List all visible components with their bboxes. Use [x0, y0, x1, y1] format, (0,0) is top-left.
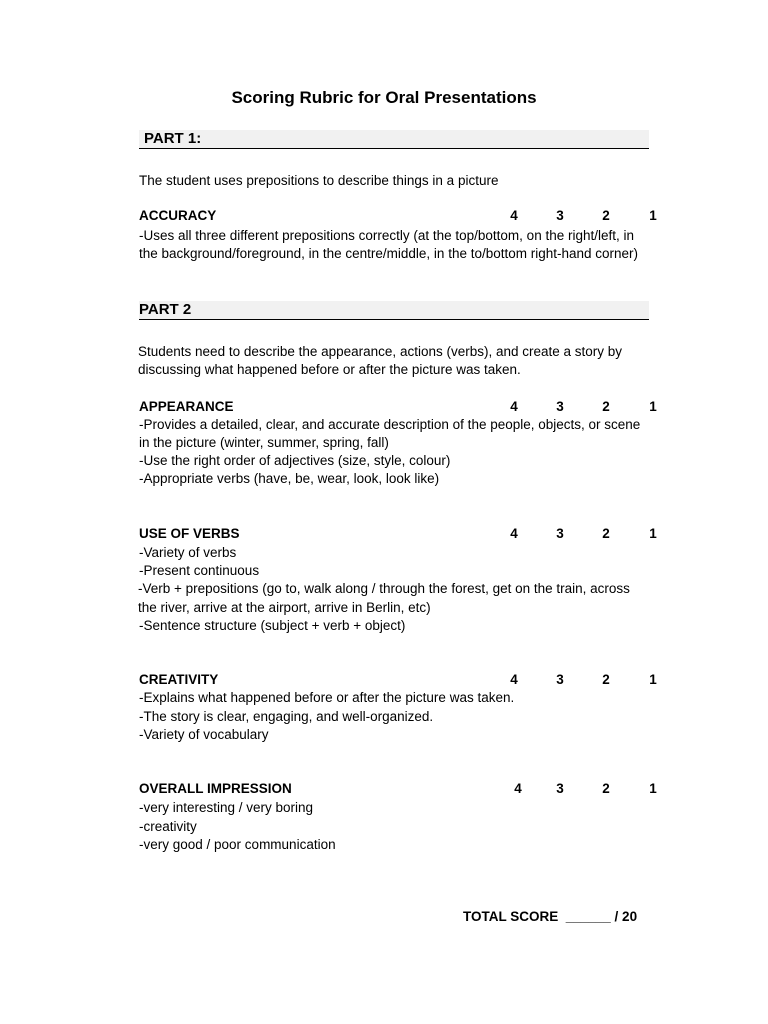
part1-header-label: PART 1: — [144, 130, 202, 147]
criterion-use-of-verbs-name: USE OF VERBS — [139, 526, 240, 541]
overall-line: -very interesting / very boring — [139, 800, 314, 815]
part2-intro-line: Students need to describe the appearance, actions (verbs), and create a story by — [138, 344, 623, 359]
appearance-line: -Use the right order of adjectives (size, style, colour) — [139, 453, 451, 468]
criterion-overall-impression-name: OVERALL IMPRESSION — [139, 781, 292, 796]
verbs-score-1: 1 — [649, 526, 657, 541]
creativity-line: -Variety of vocabulary — [139, 727, 269, 742]
accuracy-score-2: 2 — [602, 208, 610, 223]
verbs-line: -Present continuous — [139, 563, 260, 578]
appearance-line: in the picture (winter, summer, spring, fall) — [139, 435, 389, 450]
criterion-accuracy-name: ACCURACY — [139, 208, 217, 223]
creativity-line: -Explains what happened before or after the picture was taken. — [139, 690, 515, 705]
verbs-line: the river, arrive at the airport, arrive in Berlin, etc) — [138, 600, 431, 615]
criterion-creativity-name: CREATIVITY — [139, 672, 219, 687]
verbs-score-3: 3 — [556, 526, 564, 541]
appearance-score-3: 3 — [556, 399, 564, 414]
creativity-score-4: 4 — [510, 672, 518, 687]
appearance-line: -Appropriate verbs (have, be, wear, look, look like) — [139, 471, 440, 486]
creativity-score-1: 1 — [649, 672, 657, 687]
total-score: TOTAL SCORE ______ / 20 — [463, 909, 638, 924]
appearance-score-1: 1 — [649, 399, 657, 414]
part2-intro-line: discussing what happened before or after the picture was taken. — [138, 362, 521, 377]
accuracy-score-3: 3 — [556, 208, 564, 223]
accuracy-score-4: 4 — [510, 208, 518, 223]
overall-line: -creativity — [139, 819, 197, 834]
verbs-line: -Sentence structure (subject + verb + object) — [139, 618, 406, 633]
verbs-score-4: 4 — [510, 526, 518, 541]
overall-score-4: 4 — [514, 781, 522, 796]
criterion-appearance-name: APPEARANCE — [139, 399, 234, 414]
accuracy-score-1: 1 — [649, 208, 657, 223]
verbs-score-2: 2 — [602, 526, 610, 541]
part2-header-label: PART 2 — [139, 301, 192, 318]
overall-line: -very good / poor communication — [139, 837, 336, 852]
accuracy-line: the background/foreground, in the centre/middle, in the to/bottom right-hand corner) — [139, 246, 639, 261]
creativity-score-2: 2 — [602, 672, 610, 687]
appearance-score-2: 2 — [602, 399, 610, 414]
part1-header — [139, 130, 649, 149]
appearance-line: -Provides a detailed, clear, and accurate description of the people, objects, or scene — [139, 417, 641, 432]
document-title: Scoring Rubric for Oral Presentations — [231, 88, 537, 107]
part1-intro: The student uses prepositions to describe things in a picture — [139, 173, 499, 188]
creativity-line: -The story is clear, engaging, and well-organized. — [139, 709, 434, 724]
accuracy-line: -Uses all three different prepositions correctly (at the top/bottom, on the right/left, in — [139, 228, 634, 243]
verbs-line: -Verb + prepositions (go to, walk along / through the forest, get on the train, across — [138, 581, 630, 596]
overall-score-2: 2 — [602, 781, 610, 796]
overall-score-3: 3 — [556, 781, 564, 796]
appearance-score-4: 4 — [510, 399, 518, 414]
creativity-score-3: 3 — [556, 672, 564, 687]
verbs-line: -Variety of verbs — [139, 545, 237, 560]
overall-score-1: 1 — [649, 781, 657, 796]
part2-header — [139, 301, 649, 320]
